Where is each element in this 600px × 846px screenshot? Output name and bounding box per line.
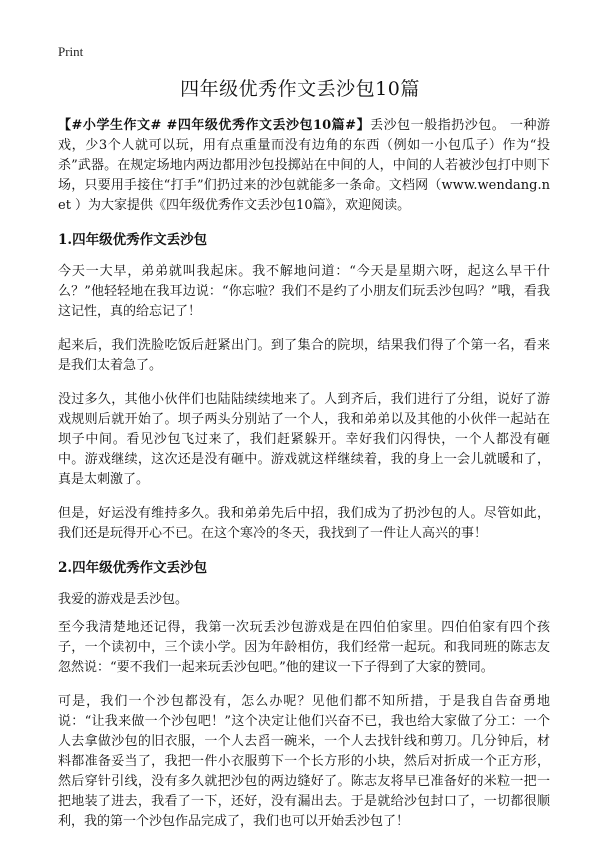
section-heading-2: 2.四年级优秀作文丢沙包 [58, 560, 208, 576]
paragraph: 今天一大早，弟弟就叫我起床。我不解地问道：“今天是星期六呀，起这么早干什么？”他轻轻地在我耳边说：“你忘啦？我们不是约了小朋友们玩丢沙包吗？”哦，看我这记性，真的给忘记了！ [58, 264, 550, 319]
paragraph: 至今我清楚地还记得，我第一次玩丢沙包游戏是在四伯伯家里。四伯伯家有四个孩子，一个读初中，三个读小学。因为年龄相仿，我们经常一起玩。和我同班的陈志友忽然说：“要不我们一起来玩丢沙包吧。”他的建议一下子得到了大家的赞同。 [58, 620, 550, 675]
intro-text: 丢沙包一般指扔沙包。 一种游戏，少3个人就可以玩，用有点重量而没有边角的东西（例如一小包瓜子）作为“投杀”武器。在规定场地内两边都用沙包投掷站在中间的人，中间的人若被沙包打中则下场，只要用手接住“打手”们扔过来的沙包就能多一条命。文档网（www.wendang.net ）为大家提供《四年级优秀作文丢沙包10篇》，欢迎阅读。 [58, 118, 551, 213]
intro-tag: 【#小学生作文# #四年级优秀作文丢沙包10篇#】 [58, 118, 371, 133]
paragraph: 起来后，我们洗脸吃饭后赶紧出门。到了集合的院坝，结果我们得了个第一名，看来是我们太着急了。 [58, 338, 550, 373]
intro-paragraph [58, 116, 550, 216]
paragraph: 可是，我们一个沙包都没有，怎么办呢？见他们都不知所措，于是我自告奋勇地说：“让我来做一个沙包吧！”这个决定让他们兴奋不已，我也给大家做了分工：一个人去拿做沙包的旧衣服，一个人去舀一碗米，一个人去找针线和剪刀。几分钟后，材料都准备妥当了，我把一件小衣服剪下一个长方形的小块，然后对折成一个正方形，然后穿针引线，没有多久就把沙包的两边缝好了。陈志友将早已准备好的米粒一把一把地装了进去，我看了一下，还好，没有漏出去。于是就给沙包封口了，一切都很顺利，我的第一个沙包作品完成了，我们也可以开始丢沙包了！ [58, 694, 550, 829]
print-label[interactable]: Print [58, 44, 84, 59]
section-heading-1: 1.四年级优秀作文丢沙包 [58, 232, 208, 248]
document-body [58, 116, 550, 846]
paragraph: 我爱的游戏是丢沙包。 [58, 592, 189, 607]
paragraph: 没过多久，其他小伙伴们也陆陆续续地来了。人到齐后，我们进行了分组，说好了游戏规则后就开始了。坝子两头分别站了一个人，我和弟弟以及其他的小伙伴一起站在坝子中间。看见沙包飞过来了，我们赶紧躲开。幸好我们闪得快，一个人都没有砸中。游戏继续，这次还是没有砸中。游戏就这样继续着，我的身上一会儿就暖和了，真是太刺激了。 [58, 392, 550, 487]
paragraph: 但是，好运没有维持多久。我和弟弟先后中招，我们成为了扔沙包的人。尽管如此，我们还是玩得开心不已。在这个寒冷的冬天，我找到了一件让人高兴的事！ [58, 506, 550, 541]
document-title: 四年级优秀作文丢沙包10篇 [180, 78, 420, 100]
